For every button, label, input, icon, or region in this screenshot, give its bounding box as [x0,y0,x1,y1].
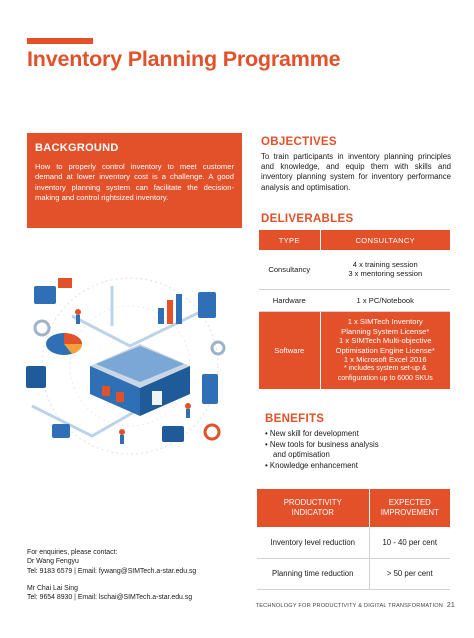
deliverables-table [259,230,450,389]
deliverable-line: 1 x SIMTech Inventory [347,317,423,327]
title-accent-bar [27,38,93,44]
deliverables-header-row [259,230,450,250]
contact-person-1: Dr Wang Fengyu [27,558,79,566]
deliverable-line: 1 x SIMTech Multi-objective [339,336,432,346]
indicator-cell: Planning time reduction [257,558,369,589]
list-item: • New skill for development [265,429,379,440]
background-text: How to properly control inventory to meet customer demand at lower inventory cost is a challenge. A good inventory planning system can facilitate the decision-making and control rightsized inventory. [35,162,234,203]
productivity-table [257,489,450,590]
header-line: IMPROVEMENT [380,508,439,517]
list-item: • Knowledge enhancement [265,461,379,472]
list-item: • New tools for business analysis [265,440,379,451]
deliverable-detail: 1 x PC/Notebook [320,289,450,311]
table-row [259,311,450,389]
deliverable-detail [320,250,450,289]
contact-person-2: Mr Chai Lai Sing [27,584,78,592]
deliverable-detail [320,311,450,389]
indicator-cell: Inventory level reduction [257,527,369,558]
table-row [259,250,450,289]
improvement-cell: > 50 per cent [369,558,450,589]
header-line: PRODUCTIVITY [283,498,342,507]
deliverable-type: Consultancy [259,250,320,289]
footer-text: TECHNOLOGY FOR PRODUCTIVITY & DIGITAL TRANSFORMATION [255,603,444,609]
header-line: INDICATOR [291,508,334,517]
productivity-header-row [257,489,450,527]
deliverables-heading: DELIVERABLES [261,213,354,225]
table-row [257,527,450,558]
table-row [257,558,450,589]
background-box [27,133,242,228]
deliverable-line: 3 x mentoring session [348,269,423,279]
contact-details-2: Tel: 9654 8930 | Email: lschai@SIMTech.a-star.edu.sg [27,594,193,602]
productivity-col-improvement [369,489,450,527]
isometric-factory-illustration [12,256,244,472]
table-row [259,289,450,311]
background-heading: BACKGROUND [35,142,119,154]
deliverable-line: Planning System License* [341,326,430,336]
benefits-list [265,429,379,471]
contact-intro: For enquiries, please contact: [27,549,118,556]
contact-block [27,548,196,602]
page-number: 21 [446,602,455,609]
deliverables-col-consultancy: CONSULTANCY [320,230,450,250]
improvement-cell: 10 - 40 per cent [369,527,450,558]
benefits-heading: BENEFITS [265,413,325,425]
deliverables-col-type: TYPE [259,230,320,250]
deliverable-type: Software [259,311,320,389]
page-footer [256,602,455,609]
deliverable-note: * includes system set-up & [344,365,427,373]
list-item: and optimisation [273,450,330,460]
deliverable-line: 4 x training session [352,260,418,270]
page-title: Inventory Planning Programme [27,47,341,71]
objectives-heading: OBJECTIVES [261,136,337,148]
deliverable-line: 1 x Microsoft Excel 2016 [343,354,427,364]
deliverable-note: configuration up to 6000 SKUs [337,374,433,382]
deliverable-line: Optimisation Engine License* [335,345,435,355]
contact-details-1: Tel: 9183 6579 | Email: fywang@SIMTech.a-star.edu.sg [27,567,197,575]
objectives-text: To train participants in inventory planning principles and knowledge, and equip them with skills and inventory planning system for inventory performance analysis and optimisation. [261,152,451,192]
productivity-col-indicator [257,489,369,527]
deliverable-type: Hardware [259,289,320,311]
header-line: EXPECTED [388,498,431,507]
